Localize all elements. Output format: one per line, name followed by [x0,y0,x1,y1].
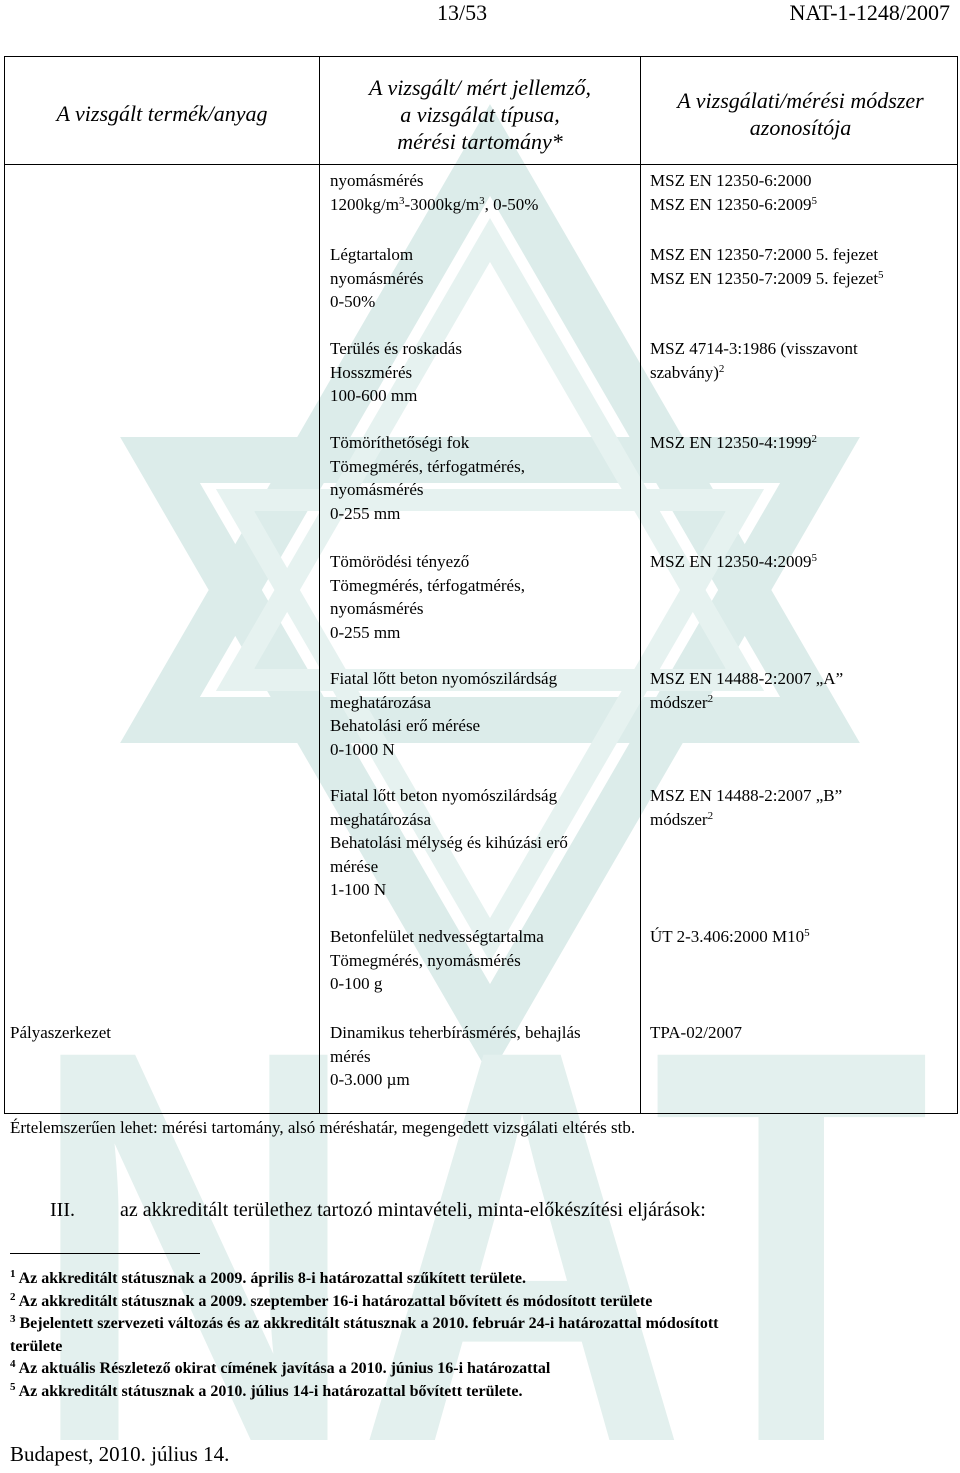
characteristic-line: nyomásmérés [330,599,424,618]
footnote-rule [10,1253,200,1254]
characteristic-entry [330,550,525,644]
col-header-product: A vizsgált termék/anyag [56,101,268,126]
footnote-ref: 5 [804,927,810,939]
characteristic-line: meghatározása [330,809,431,829]
characteristic-entry [330,243,423,314]
characteristic-line: 0-100 g [330,974,383,993]
method-line: MSZ EN 12350-4:2009$^5$ [650,552,817,571]
characteristic-line: 0-255 mm [330,622,401,642]
characteristic-line: 0-3.000 µm [330,1070,410,1089]
characteristic-entry [330,169,538,216]
method-line: módszer$^2$ [650,809,714,829]
method-line: MSZ 4714-3:1986 (visszavont [650,339,858,358]
accreditation-table [4,56,958,1114]
col-header-characteristic: A vizsgált/ mért jellemző, a vizsgálat típusa, mérési tartomány* [368,75,592,154]
footnote-ref: 3 [398,194,405,207]
characteristic-line: meghatározása [330,692,431,712]
characteristic-entry [330,925,544,996]
svg-text:NAT: NAT [30,933,930,1473]
footnote-ref: 2 [707,692,714,705]
document-id: NAT-1-1248/2007 [789,0,950,25]
characteristic-line: Behatolási mélység és kihúzási erő [330,833,568,852]
characteristic-line: Tömegmérés, térfogatmérés, [330,456,525,476]
characteristic-line: Terülés és roskadás [330,339,462,358]
characteristic-line: Betonfelület nedvességtartalma [330,927,544,946]
method-entry [650,550,817,574]
method-entry [650,667,843,714]
characteristic-line: mérése [330,856,379,876]
characteristic-line: nyomásmérés [330,268,424,288]
characteristic-line: $1200kg/m^3-3000kg/m^3$, 0-50% [330,194,539,214]
footnote-ref: 5 [811,194,817,207]
characteristic-line: 0-1000 N [330,739,395,759]
footnote-ref: 5 [811,552,817,564]
characteristic-line: Dinamikus teherbírásmérés, behajlás [330,1023,581,1042]
characteristic-line: Hosszmérés [330,362,413,382]
method-line: TPA-02/2007 [650,1023,742,1042]
characteristic-entry [330,667,557,761]
characteristic-entry [330,1021,581,1092]
method-line: MSZ EN 12350-7:2000 5. fejezet [650,245,879,264]
section-title: az akkreditált területhez tartozó mintavételi, minta-előkészítési eljárások: [120,1199,706,1221]
characteristic-line: 100-600 mm [330,386,418,405]
place-date: Budapest, 2010. július 14. [10,1442,230,1466]
footnote-ref: 2 [718,362,725,375]
method-line: MSZ EN 12350-6:2009$^5$ [650,194,817,214]
characteristic-line: nyomásmérés [330,480,424,499]
characteristic-line: Fiatal lőtt beton nyomószilárdság [330,786,558,805]
footnote-ref: 2 [811,433,817,445]
method-line: MSZ EN 14488-2:2007 „A” [650,669,844,688]
characteristic-entry [330,784,568,902]
footnote: területe [10,1337,63,1355]
characteristic-line: Tömörödési tényező [330,552,470,571]
method-line: MSZ EN 14488-2:2007 „B” [650,786,843,805]
col-header-method: A vizsgálati/mérési módszer azonosítója [677,88,924,140]
footnote-ref: 3 [479,194,485,207]
footnote: $^5$ Az akkreditált státusznak a 2010. július 14-i határozattal bővített területe. [10,1380,523,1400]
footnote: $^4$ Az aktuális Részletező okirat címének javítása a 2010. június 16-i határozattal [10,1358,551,1377]
characteristic-line: Tömöríthetőségi fok [330,433,470,452]
method-entry [650,925,810,949]
table-note: Értelemszerűen lehet: mérési tartomány, alsó méréshatár, megengedett vizsgálati eltérés stb. [10,1118,636,1137]
method-entry [650,1021,742,1045]
method-line: szabvány)$^2$ [650,362,725,382]
characteristic-line: Légtartalom [330,245,414,264]
characteristic-line: Behatolási erő mérése [330,716,481,735]
method-entry [650,431,817,455]
characteristic-line: 1-100 N [330,880,387,899]
product-cell: Pályaszerkezet [10,1023,111,1042]
method-line: MSZ EN 12350-6:2000 [650,171,812,190]
page-number: 13/53 [437,0,488,25]
footnote: $^1$ Az akkreditált státusznak a 2009. április 8-i határozattal szűkített területe. [10,1268,526,1287]
method-line: MSZ EN 12350-7:2009 5. fejezet$^5$ [650,268,884,288]
method-line: módszer$^2$ [650,692,714,712]
footnote-ref: 2 [707,809,714,822]
section-number: III. [50,1199,75,1221]
method-entry [650,169,817,216]
characteristic-line: 0-255 mm [330,503,401,523]
characteristic-line: 0-50% [330,292,376,311]
characteristic-line: mérés [330,1046,371,1066]
footnote: $^3$ Bejelentett szervezeti változás és az akkreditált státusznak a 2010. február 24-i határozattal módosított [10,1313,719,1332]
method-line: ÚT 2-3.406:2000 $M10^5$ [650,927,810,946]
method-entry [650,337,858,384]
method-entry [650,243,884,290]
footnote-ref: 5 [878,268,884,281]
characteristic-line: nyomásmérés [330,171,424,190]
characteristic-entry [330,337,462,408]
characteristic-line: Fiatal lőtt beton nyomószilárdság [330,669,558,688]
characteristic-line: Tömegmérés, nyomásmérés [330,950,521,970]
characteristic-line: Tömegmérés, térfogatmérés, [330,575,525,595]
characteristic-entry [330,431,525,525]
method-line: MSZ EN 12350-4:1999$^2$ [650,433,817,452]
method-entry [650,784,842,831]
footnote: $^2$ Az akkreditált státusznak a 2009. szeptember 16-i határozattal bővített és módosított területe [10,1290,653,1310]
